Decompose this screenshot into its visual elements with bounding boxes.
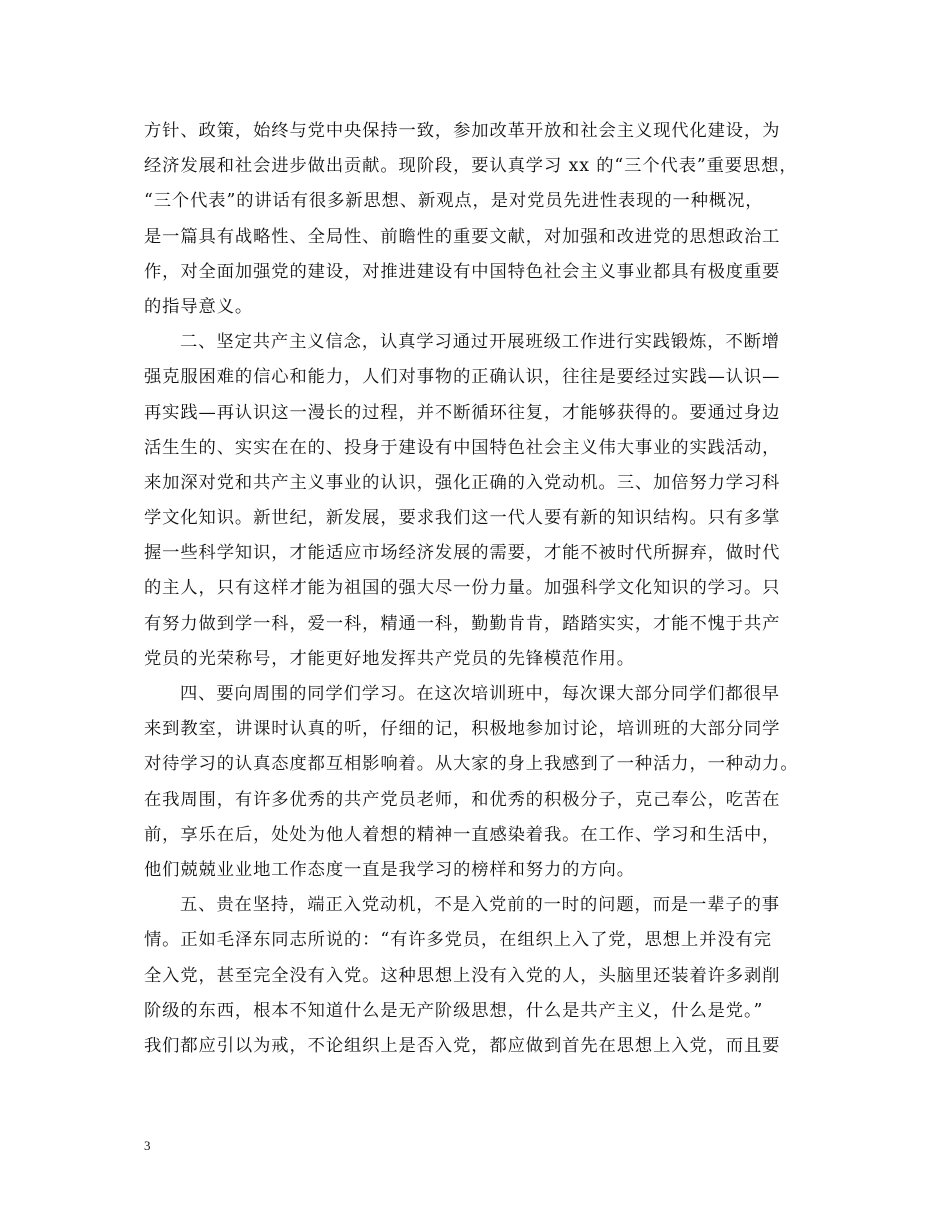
text-line: 的指导意义。 [144, 296, 254, 317]
text-line: 方针、政策，始终与党中央保持一致，参加改革开放和社会主义现代化建设，为 [144, 121, 781, 141]
text-line: 党员的光荣称号，才能更好地发挥共产党员的先锋模范作用。 [144, 648, 635, 669]
text-line: 对待学习的认真态度都互相影响着。从大家的身上我感到了一种活力，一种动力。 [144, 754, 799, 775]
text-line: 我们都应引以为戒，不论组织上是否入党，都应做到首先在思想上入党，而且要 [144, 1035, 781, 1056]
text-line: 再实践—再认识这一漫长的过程，并不断循环往复，才能够获得的。要通过身边 [144, 402, 781, 423]
document-body [144, 114, 834, 1064]
text-line: “三个代表”的讲话有很多新思想、新观点，是对党员先进性表现的一种概况， [144, 191, 764, 212]
text-line: 情。正如毛泽东同志所说的：“有许多党员，在组织上入了党，思想上并没有完 [144, 930, 772, 951]
text-line: 作，对全面加强党的建设，对推进建设有中国特色社会主义事业都具有极度重要 [144, 261, 781, 282]
text-line: 是一篇具有战略性、全局性、前瞻性的重要文献，对加强和改进党的思想政治工 [144, 226, 781, 247]
text-line: 阶级的东西，根本不知道什么是无产阶级思想，什么是共产主义，什么是党。” [144, 1000, 764, 1021]
text-line: 全入党，甚至完全没有入党。这种思想上没有入党的人，头脑里还装着许多剥削 [144, 965, 781, 986]
text-line: 握一些科学知识，才能适应市场经济发展的需要，才能不被时代所摒弃，做时代 [144, 543, 781, 564]
text-line: 活生生的、实实在在的、投身于建设有中国特色社会主义伟大事业的实践活动， [144, 437, 781, 458]
text-line: 学文化知识。新世纪，新发展，要求我们这一代人要有新的知识结构。只有多掌 [144, 508, 781, 529]
text-line: 在我周围，有许多优秀的共产党员老师，和优秀的积极分子，克己奉公，吃苦在 [144, 789, 781, 810]
text-line: 来加深对党和共产主义事业的认识，强化正确的入党动机。三、加倍努力学习科 [144, 472, 781, 493]
text-line: 来到教室，讲课时认真的听，仔细的记，积极地参加讨论，培训班的大部分同学 [144, 719, 781, 740]
text-line: 强克服困难的信心和能力，人们对事物的正确认识，往往是要经过实践—认识— [144, 367, 781, 388]
page-number: 3 [144, 1138, 151, 1153]
text-line: 他们兢兢业业地工作态度一直是我学习的榜样和努力的方向。 [144, 859, 635, 880]
text-line: 经济发展和社会进步做出贡献。现阶段，要认真学习 xx 的“三个代表”重要思想， [144, 156, 798, 177]
paragraph-start-line: 四、要向周围的同学们学习。在这次培训班中，每次课大部分同学们都很早 [180, 684, 780, 704]
text-line: 有努力做到学一科，爱一科，精通一科，勤勤肯肯，踏踏实实，才能不愧于共产 [144, 613, 781, 634]
text-line: 前，享乐在后，处处为他人着想的精神一直感染着我。在工作、学习和生活中， [144, 824, 781, 845]
paragraph-start-line: 二、坚定共产主义信念，认真学习通过开展班级工作进行实践锻炼，不断增 [180, 332, 780, 353]
paragraph-start-line: 五、贵在坚持，端正入党动机，不是入党前的一时的问题，而是一辈子的事 [180, 895, 780, 916]
text-line: 的主人，只有这样才能为祖国的强大尽一份力量。加强科学文化知识的学习。只 [144, 578, 781, 599]
